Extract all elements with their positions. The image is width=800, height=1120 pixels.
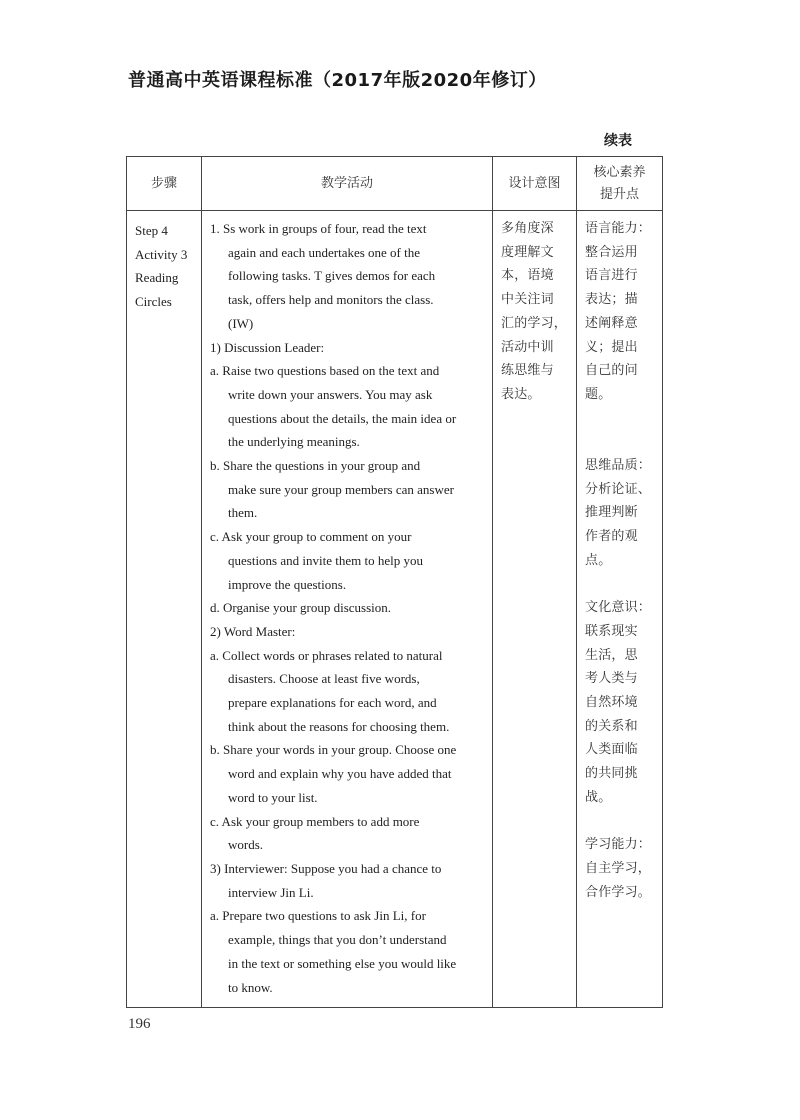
step-line: Step 4	[135, 223, 168, 238]
activity-line: 3) Interviewer: Suppose you had a chance to	[210, 860, 442, 876]
core-literacy-line: 联系现实	[585, 623, 638, 639]
activity-line: c. Ask your group members to add more	[210, 813, 420, 829]
step-line: Circles	[135, 294, 172, 310]
core-literacy-line: 分析论证、	[585, 481, 652, 497]
core-literacy-line: 语言进行	[585, 268, 638, 284]
activity-line: b. Share the questions in your group and	[210, 458, 421, 474]
activity-line: again and each undertakes one of the	[228, 244, 421, 260]
activity-line: disasters. Choose at least five words,	[228, 671, 420, 687]
activity-line: (IW)	[228, 315, 254, 331]
intent-line: 练思维与	[501, 363, 554, 379]
activity-line: a. Prepare two questions to ask Jin Li, for	[210, 908, 426, 924]
activity-line: prepare explanations for each word, and	[228, 695, 437, 711]
core-literacy-line: 题。	[585, 386, 612, 402]
intent-cell	[493, 211, 577, 1008]
table-row	[127, 211, 663, 1008]
core-literacy-line: 考人类与	[585, 671, 638, 687]
activity-line: think about the reasons for choosing them.	[228, 718, 450, 734]
core-literacy-line: 文化意识：	[585, 600, 652, 616]
core-literacy-line: 生活，思	[585, 647, 638, 663]
continued-label: 续表	[604, 133, 632, 149]
step-line: Reading	[135, 270, 179, 286]
core-literacy-line: 自然环境	[585, 695, 638, 711]
activity-line: questions and invite them to help you	[228, 552, 423, 568]
activity-line: interview Jin Li.	[228, 884, 314, 900]
activity-line: b. Share your words in your group. Choose one	[210, 742, 457, 758]
step-line: Activity 3	[135, 246, 188, 262]
intent-line: 本，语境	[501, 268, 554, 284]
intent-line: 多角度深	[501, 221, 554, 236]
core-literacy-line: 述阐释意	[585, 315, 638, 331]
activity-line: 1) Discussion Leader:	[210, 339, 325, 355]
table-header-row	[127, 157, 663, 211]
core-literacy-line: 语言能力：	[585, 221, 652, 236]
core-literacy-line: 表达；描	[585, 292, 638, 308]
activity-line: to know.	[228, 979, 273, 995]
spacer	[585, 407, 657, 431]
core-literacy-line: 的关系和	[585, 718, 638, 734]
page-number: 196	[128, 1016, 151, 1032]
core-literacy-line: 作者的观	[585, 529, 638, 545]
header-core-literacy-line: 核心素养	[593, 164, 646, 180]
core-literacy-line: 思维品质：	[585, 458, 652, 473]
activity-line: make sure your group members can answer	[228, 481, 454, 497]
core-literacy-line: 学习能力：	[585, 837, 652, 853]
core-literacy-line: 自主学习，	[585, 860, 652, 876]
intent-line: 活动中训	[501, 339, 554, 355]
intent-line: 中关注词	[501, 292, 554, 308]
header-step: 步骤	[127, 157, 202, 211]
step-cell	[127, 211, 202, 1008]
core-literacy-line: 整合运用	[585, 244, 638, 260]
core-literacy-line: 点。	[585, 552, 612, 568]
activity-line: in the text or something else you would like	[228, 955, 457, 971]
activity-line: task, offers help and monitors the class.	[228, 292, 434, 308]
spacer	[585, 810, 657, 834]
activity-line: write down your answers. You may ask	[228, 386, 433, 402]
activity-line: word and explain why you have added that	[228, 766, 452, 782]
activity-line: 1. Ss work in groups of four, read the text	[210, 221, 427, 236]
core-literacy-line: 人类面临	[585, 742, 638, 758]
intent-line: 度理解文	[501, 244, 554, 260]
core-literacy-line: 义；提出	[585, 339, 638, 355]
activity-line: words.	[228, 837, 264, 853]
activity-line: a. Collect words or phrases related to natural	[210, 647, 443, 663]
lesson-table	[126, 156, 663, 1008]
activity-line: word to your list.	[228, 789, 318, 805]
spacer	[585, 573, 657, 597]
activity-line: 2) Word Master:	[210, 623, 296, 639]
header-core-literacy	[577, 157, 663, 211]
header-core-literacy-line: 提升点	[599, 186, 639, 202]
activity-cell	[202, 211, 493, 1008]
header-intent: 设计意图	[493, 157, 577, 211]
activity-line: the underlying meanings.	[228, 434, 360, 450]
activity-line: them.	[228, 505, 258, 521]
intent-line: 表达。	[501, 386, 541, 402]
intent-line: 汇的学习，	[501, 315, 568, 331]
activity-line: d. Organise your group discussion.	[210, 600, 392, 616]
activity-line: example, things that you don’t understand	[228, 932, 447, 948]
core-literacy-cell	[577, 211, 663, 1008]
activity-line: questions about the details, the main idea or	[228, 410, 457, 426]
spacer	[585, 430, 657, 454]
core-literacy-line: 战。	[585, 789, 612, 805]
core-literacy-line: 自己的问	[585, 363, 638, 379]
activity-line: following tasks. T gives demos for each	[228, 268, 436, 284]
activity-line: a. Raise two questions based on the text and	[210, 363, 440, 379]
page-header-title: 普通高中英语课程标准（2017年版2020年修订）	[128, 70, 547, 91]
core-literacy-line: 合作学习。	[585, 884, 652, 900]
activity-line: improve the questions.	[228, 576, 347, 592]
header-activity: 教学活动	[202, 157, 493, 211]
activity-line: c. Ask your group to comment on your	[210, 529, 412, 545]
core-literacy-line: 推理判断	[585, 505, 638, 521]
core-literacy-line: 的共同挑	[585, 766, 638, 782]
